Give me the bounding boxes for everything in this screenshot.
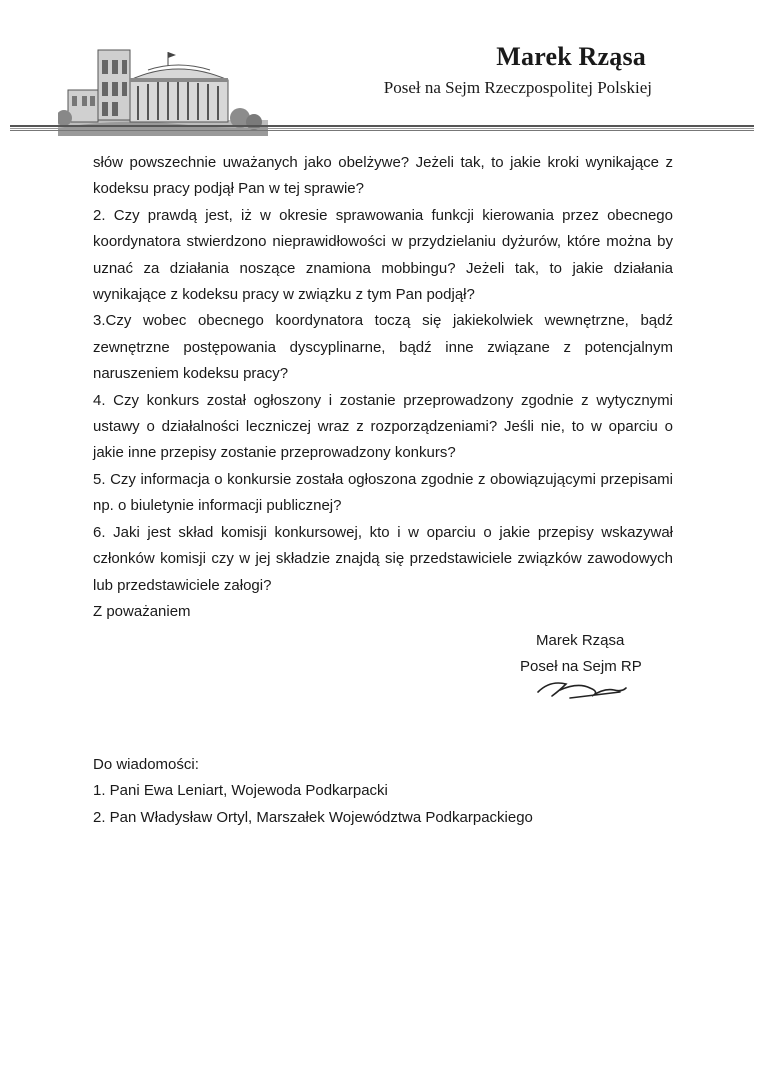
- cc-section: [93, 752, 673, 831]
- cc-list-item: 2. Pan Władysław Ortyl, Marszałek Województwa Podkarpackiego: [93, 808, 533, 826]
- sejm-building-icon: [58, 40, 268, 136]
- author-title: Poseł na Sejm Rzeczpospolitej Polskiej: [383, 78, 652, 97]
- body-paragraph: 6. Jaki jest skład komisji konkursowej, kto i w oparciu o jakie przepisy wskazywał członków komisji czy w jej składzie znajdą się przedstawiciele związków zawodowych lub przedstawiciele załogi?: [93, 523, 673, 594]
- letter-body: [93, 150, 673, 625]
- body-paragraph: 4. Czy konkurs został ogłoszony i zostanie przeprowadzony zgodnie z wytycznymi ustawy o działalności leczniczej wraz z rozporządzeniami? Jeśli nie, to w oparciu o jakie inne przepisy zostanie przeprowadzony konkurs?: [93, 391, 673, 462]
- letterhead: [0, 0, 764, 140]
- cc-list: [93, 778, 673, 831]
- signatory-name: Marek Rząsa: [536, 632, 625, 649]
- author-name: Marek Rząsa: [496, 42, 646, 71]
- cc-list-item: 1. Pani Ewa Leniart, Wojewoda Podkarpacki: [93, 782, 388, 800]
- signature-block: [520, 628, 720, 680]
- signatory-role: [520, 654, 720, 680]
- cc-heading: Do wiadomości:: [93, 756, 199, 773]
- body-paragraph: słów powszechnie uważanych jako obelżywe? Jeżeli tak, to jakie kroki wynikające z kodeksu pracy podjął Pan w tej sprawie?: [93, 154, 673, 198]
- handwritten-signature: [530, 670, 640, 710]
- body-paragraph: 3.Czy wobec obecnego koordynatora toczą się jakiekolwiek wewnętrzne, bądź zewnętrzne postępowania dyscyplinarne, bądź inne związane z potencjalnym naruszeniem kodeksu pracy?: [93, 312, 673, 383]
- body-paragraph: 2. Czy prawdą jest, iż w okresie sprawowania funkcji kierowania przez obecnego koordynatora stwierdzono nieprawidłowości w przydzielaniu dyżurów, które można by uznać za działania noszące znamiona mobbingu? Jeżeli tak, to jakie działania wynikające z kodeksu pracy w związku z tym Pan podjął?: [93, 206, 673, 304]
- closing-salutation: Z poważaniem: [93, 602, 191, 620]
- signatory-role-text: Poseł na Sejm RP: [520, 658, 642, 675]
- header-rule: [10, 125, 754, 131]
- body-paragraph: 5. Czy informacja o konkursie została ogłoszona zgodnie z obowiązującymi przepisami np. o biuletynie informacji publicznej?: [93, 470, 673, 515]
